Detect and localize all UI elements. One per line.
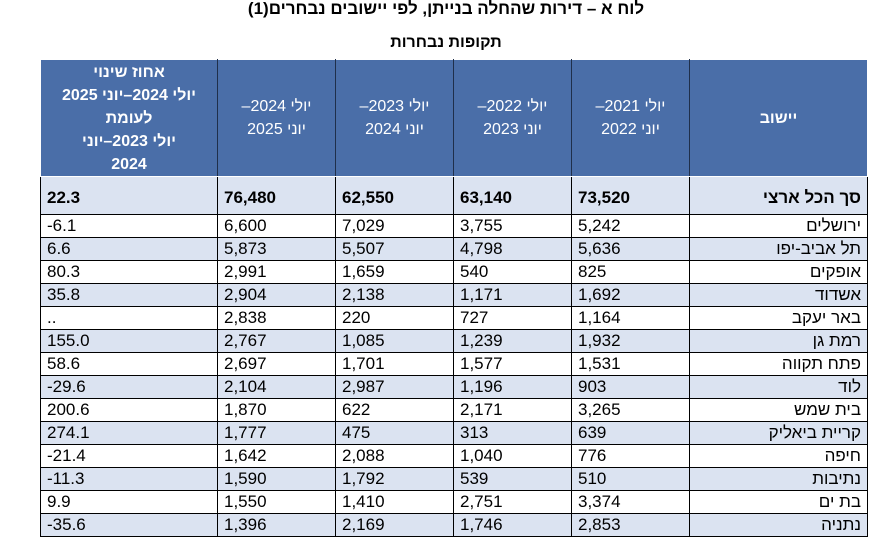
percent-change-cell: 35.8: [41, 284, 218, 307]
header-period-1: יולי 2021– יוני 2022: [572, 60, 690, 177]
period-1-cell: 1,692: [572, 284, 690, 307]
period-1-cell: 825: [572, 261, 690, 284]
period-3-cell: 622: [336, 399, 454, 422]
period-2-cell: 4,798: [454, 238, 572, 261]
percent-change-cell: -29.6: [41, 376, 218, 399]
period-2-cell: 1,171: [454, 284, 572, 307]
period-4-cell: 2,767: [218, 330, 336, 353]
table-row: [41, 376, 868, 399]
period-1-cell: 5,242: [572, 215, 690, 238]
period-4-cell: 6,600: [218, 215, 336, 238]
period-3-cell: 5,507: [336, 238, 454, 261]
period-1-cell: 3,265: [572, 399, 690, 422]
period-2-cell: 539: [454, 468, 572, 491]
period-1-cell: 776: [572, 445, 690, 468]
percent-change-cell: 274.1: [41, 422, 218, 445]
percent-change-cell: -11.3: [41, 468, 218, 491]
header-period-4: יולי 2024– יוני 2025: [218, 60, 336, 177]
table-subtitle: תקופות נבחרות: [390, 34, 502, 51]
table-row: [41, 261, 868, 284]
period-1-cell: 639: [572, 422, 690, 445]
total-row: [41, 177, 868, 215]
period-4-cell: 1,590: [218, 468, 336, 491]
settlement-name-cell: נתיבות: [690, 468, 868, 491]
period-2-cell: 313: [454, 422, 572, 445]
table-row: [41, 284, 868, 307]
header-percent-change: אחוז שינוי יולי 2024–יוני 2025 לעומת יולי 2023–יוני 2024: [41, 60, 218, 177]
total-percent-change: 22.3: [41, 177, 218, 215]
period-1-cell: 1,932: [572, 330, 690, 353]
period-1-cell: 5,636: [572, 238, 690, 261]
settlement-name-cell: רמת גן: [690, 330, 868, 353]
period-3-cell: 2,169: [336, 514, 454, 537]
header-settlement: יישוב: [690, 60, 868, 177]
period-3-cell: 7,029: [336, 215, 454, 238]
period-4-cell: 2,838: [218, 307, 336, 330]
total-period-1: 73,520: [572, 177, 690, 215]
period-2-cell: 1,196: [454, 376, 572, 399]
period-4-cell: 1,642: [218, 445, 336, 468]
period-4-cell: 1,777: [218, 422, 336, 445]
period-2-cell: 3,755: [454, 215, 572, 238]
period-4-cell: 2,697: [218, 353, 336, 376]
period-2-cell: 1,239: [454, 330, 572, 353]
settlement-name-cell: פתח תקווה: [690, 353, 868, 376]
period-2-cell: 1,040: [454, 445, 572, 468]
percent-change-cell: 58.6: [41, 353, 218, 376]
period-1-cell: 903: [572, 376, 690, 399]
header-period-2: יולי 2022– יוני 2023: [454, 60, 572, 177]
period-2-cell: 2,171: [454, 399, 572, 422]
settlement-name-cell: קריית ביאליק: [690, 422, 868, 445]
percent-change-cell: 200.6: [41, 399, 218, 422]
period-3-cell: 1,701: [336, 353, 454, 376]
period-4-cell: 1,550: [218, 491, 336, 514]
settlement-name-cell: חיפה: [690, 445, 868, 468]
period-1-cell: 3,374: [572, 491, 690, 514]
period-1-cell: 1,531: [572, 353, 690, 376]
table-title: לוח א – דירות שהחלה בנייתן, לפי יישובים נבחרים(1): [247, 0, 645, 18]
period-3-cell: 1,410: [336, 491, 454, 514]
settlement-name-cell: בית שמש: [690, 399, 868, 422]
period-2-cell: 2,751: [454, 491, 572, 514]
settlement-name-cell: לוד: [690, 376, 868, 399]
percent-change-cell: -6.1: [41, 215, 218, 238]
table-row: [41, 399, 868, 422]
percent-change-cell: 9.9: [41, 491, 218, 514]
period-1-cell: 2,853: [572, 514, 690, 537]
period-3-cell: 1,659: [336, 261, 454, 284]
period-4-cell: 2,104: [218, 376, 336, 399]
period-3-cell: 220: [336, 307, 454, 330]
table-row: [41, 445, 868, 468]
period-3-cell: 1,792: [336, 468, 454, 491]
percent-change-cell: ..: [41, 307, 218, 330]
table-row: [41, 468, 868, 491]
percent-change-cell: 155.0: [41, 330, 218, 353]
period-2-cell: 540: [454, 261, 572, 284]
settlement-name-cell: אשדוד: [690, 284, 868, 307]
settlement-name-cell: תל אביב-יפו: [690, 238, 868, 261]
period-4-cell: 1,396: [218, 514, 336, 537]
table-row: [41, 330, 868, 353]
period-4-cell: 5,873: [218, 238, 336, 261]
housing-starts-table: [40, 59, 868, 537]
settlement-name-cell: ירושלים: [690, 215, 868, 238]
table-row: [41, 353, 868, 376]
period-4-cell: 1,870: [218, 399, 336, 422]
period-3-cell: 2,138: [336, 284, 454, 307]
period-3-cell: 2,987: [336, 376, 454, 399]
period-1-cell: 1,164: [572, 307, 690, 330]
period-2-cell: 1,746: [454, 514, 572, 537]
period-1-cell: 510: [572, 468, 690, 491]
period-3-cell: 2,088: [336, 445, 454, 468]
settlement-name-cell: בת ים: [690, 491, 868, 514]
settlement-name-cell: באר יעקב: [690, 307, 868, 330]
header-period-3: יולי 2023– יוני 2024: [336, 60, 454, 177]
period-4-cell: 2,904: [218, 284, 336, 307]
period-3-cell: 475: [336, 422, 454, 445]
table-row: [41, 491, 868, 514]
percent-change-cell: 80.3: [41, 261, 218, 284]
total-period-2: 63,140: [454, 177, 572, 215]
percent-change-cell: -35.6: [41, 514, 218, 537]
period-3-cell: 1,085: [336, 330, 454, 353]
total-label: סך הכל ארצי: [690, 177, 868, 215]
table-row: [41, 422, 868, 445]
header-row: [41, 60, 868, 177]
table-row: [41, 514, 868, 537]
percent-change-cell: -21.4: [41, 445, 218, 468]
table-row: [41, 238, 868, 261]
total-period-4: 76,480: [218, 177, 336, 215]
table-row: [41, 307, 868, 330]
settlement-name-cell: אופקים: [690, 261, 868, 284]
period-2-cell: 727: [454, 307, 572, 330]
percent-change-cell: 6.6: [41, 238, 218, 261]
total-period-3: 62,550: [336, 177, 454, 215]
period-2-cell: 1,577: [454, 353, 572, 376]
table-row: [41, 215, 868, 238]
settlement-name-cell: נתניה: [690, 514, 868, 537]
period-4-cell: 2,991: [218, 261, 336, 284]
